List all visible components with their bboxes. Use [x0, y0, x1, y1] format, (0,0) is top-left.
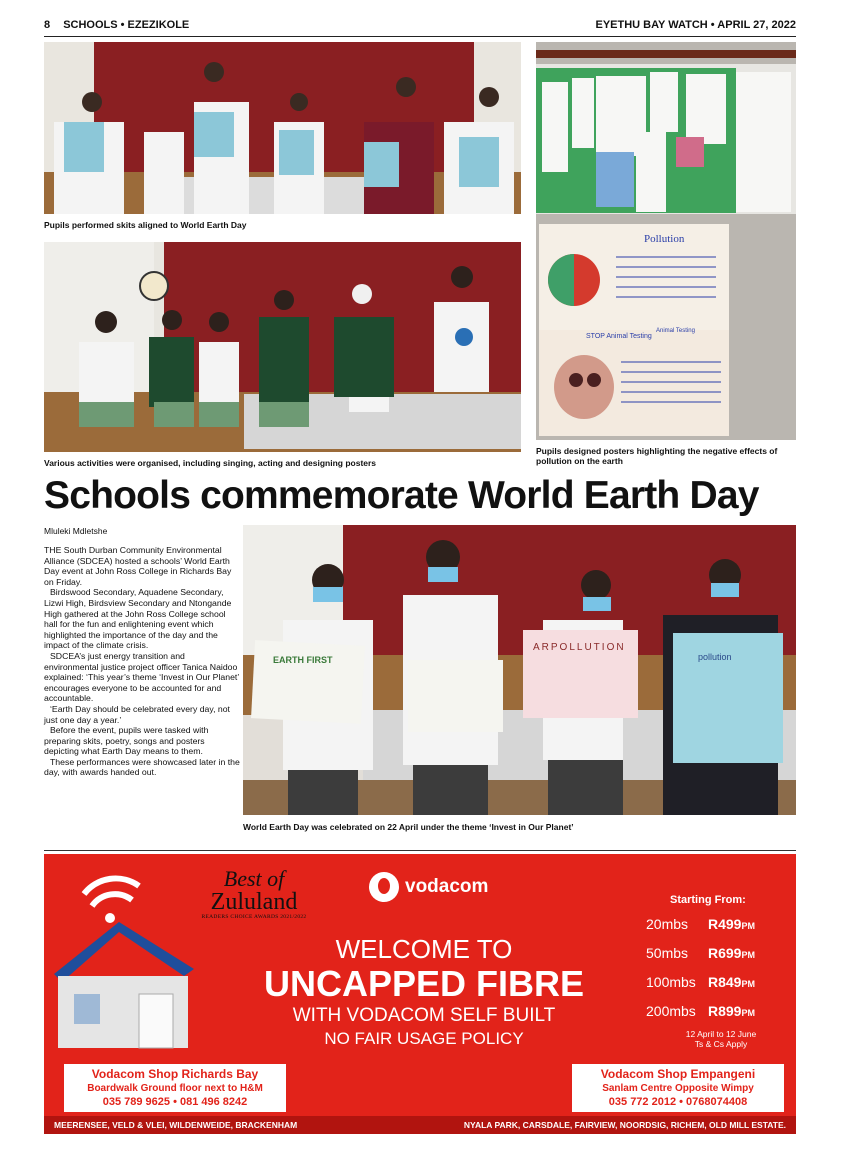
price-amount: R849 [708, 974, 742, 990]
article-byline: Mluleki Mdletshe [44, 526, 108, 536]
article-paragraph: Before the event, pupils were tasked with preparing skits, poetry, songs and posters depicting what Earth Day means to them. [44, 725, 209, 757]
page-header [44, 14, 796, 37]
ad-terms: Ts & Cs Apply [694, 1039, 748, 1049]
ad-headline-block [234, 934, 614, 1050]
price-unit: PM [741, 1008, 755, 1018]
price-row [646, 974, 796, 990]
article-paragraph: SDCEA’s just energy transition and environmental justice project officer Tanica Naidoo explained: ‘This year’s theme ‘Invest in Our Planet’ encourages everyone to be accounted for and accountable. [44, 650, 239, 704]
shop1-phones: 035 789 9625 • 081 496 8242 [102, 1096, 248, 1108]
price-speed: 200mbs [646, 1003, 696, 1019]
vodacom-advert [44, 854, 796, 1134]
article-paragraph: Birdswood Secondary, Aquadene Secondary, Lizwi High, Birdsview Secondary and Ntongande High gathered at the John Ross College school hall for the fun and enlightening event which highlighted the importance of the day and the impact of the climate crisis. [44, 587, 232, 651]
price-row [646, 916, 796, 932]
ad-validity-block [646, 1029, 796, 1049]
shop2-phones: 035 772 2012 • 0768074408 [608, 1096, 748, 1108]
photo-posters-image [536, 42, 796, 440]
price-speed: 20mbs [646, 916, 689, 932]
price-speed: 100mbs [646, 974, 696, 990]
poster-earth-first: EARTH FIRST [273, 655, 333, 665]
shop1-address: Boardwalk Ground floor next to H&M [87, 1083, 263, 1094]
price-row [646, 945, 796, 961]
poster-pollution-blue: pollution [698, 652, 732, 662]
caption-activities: Various activities were organised, including singing, acting and designing posters [44, 458, 377, 468]
poster-animal-testing: Animal Testing [656, 328, 695, 334]
poster-stop-animal: STOP Animal Testing [586, 333, 652, 340]
ad-no-fair-usage: NO FAIR USAGE POLICY [324, 1029, 524, 1048]
header-left [44, 19, 199, 31]
article-body [44, 545, 240, 778]
price-unit: PM [741, 979, 755, 989]
price-amount: R499 [708, 916, 742, 932]
article-paragraph: ‘Earth Day should be celebrated every day, not just one day a year.’ [44, 703, 230, 725]
article-paragraph: THE South Durban Community Environmental Alliance (SDCEA) hosted a schools’ World Earth Day event at John Ross College in Richards Bay on Friday. [44, 545, 232, 587]
price-row [646, 1003, 796, 1019]
vodacom-speechmark-icon [369, 872, 399, 902]
poster-air-pollution: ARPOLLUTION [533, 642, 626, 653]
photo-skits-image [44, 42, 521, 214]
house-wifi-icon [44, 864, 204, 1054]
photo-main-image [243, 525, 796, 815]
caption-skits: Pupils performed skits aligned to World Earth Day [44, 220, 247, 230]
areas-right: NYALA PARK, CARSDALE, FAIRVIEW, NOORDSIG, RICHEM, OLD MILL ESTATE. [463, 1120, 786, 1130]
section-name: SCHOOLS • EZEZIKOLE [63, 19, 190, 31]
ad-divider [44, 850, 796, 851]
shop-empangeni [572, 1064, 784, 1112]
ad-self-built: WITH VODACOM SELF BUILT [292, 1005, 556, 1026]
areas-left: MEERENSEE, VELD & VLEI, WILDENWEIDE, BRACKENHAM [54, 1120, 298, 1130]
vodacom-brand-text: vodacom [405, 876, 489, 897]
best-of-zululand-award [184, 868, 324, 920]
ad-validity: 12 April to 12 June [685, 1029, 757, 1039]
article-paragraph: These performances were showcased later in the day, with awards handed out. [44, 756, 240, 778]
masthead-date: EYETHU BAY WATCH • APRIL 27, 2022 [595, 19, 796, 31]
photo-activities-image [44, 242, 521, 452]
photo-activities [44, 242, 521, 452]
price-amount: R899 [708, 1003, 742, 1019]
caption-posters: Pupils designed posters highlighting the negative effects of pollution on the earth [536, 446, 778, 466]
photo-main [243, 525, 796, 815]
shop2-name: Vodacom Shop Empangeni [600, 1067, 756, 1081]
award-line2: Zululand [210, 889, 298, 915]
price-unit: PM [741, 950, 755, 960]
ad-uncapped-fibre: UNCAPPED FIBRE [263, 963, 585, 1004]
page-number: 8 [44, 19, 51, 31]
ad-coverage-areas [44, 1116, 796, 1134]
article-headline: Schools commemorate World Earth Day [44, 474, 759, 517]
photo-posters [536, 42, 796, 440]
award-line1: Best of [223, 866, 285, 891]
caption-main: World Earth Day was celebrated on 22 April under the theme ‘Invest in Our Planet’ [243, 822, 574, 832]
price-speed: 50mbs [646, 945, 689, 961]
ad-welcome: WELCOME TO [335, 934, 513, 964]
vodacom-logo [369, 872, 488, 902]
price-amount: R699 [708, 945, 742, 961]
award-sub: READERS CHOICE AWARDS 2021/2022 [201, 914, 307, 920]
shop-richards-bay [64, 1064, 286, 1112]
shop1-name: Vodacom Shop Richards Bay [91, 1067, 259, 1081]
price-unit: PM [741, 921, 755, 931]
ad-starting-from: Starting From: [670, 894, 746, 906]
shop2-address: Sanlam Centre Opposite Wimpy [602, 1083, 754, 1094]
poster-pollution-title: Pollution [644, 233, 685, 245]
photo-skits [44, 42, 521, 214]
